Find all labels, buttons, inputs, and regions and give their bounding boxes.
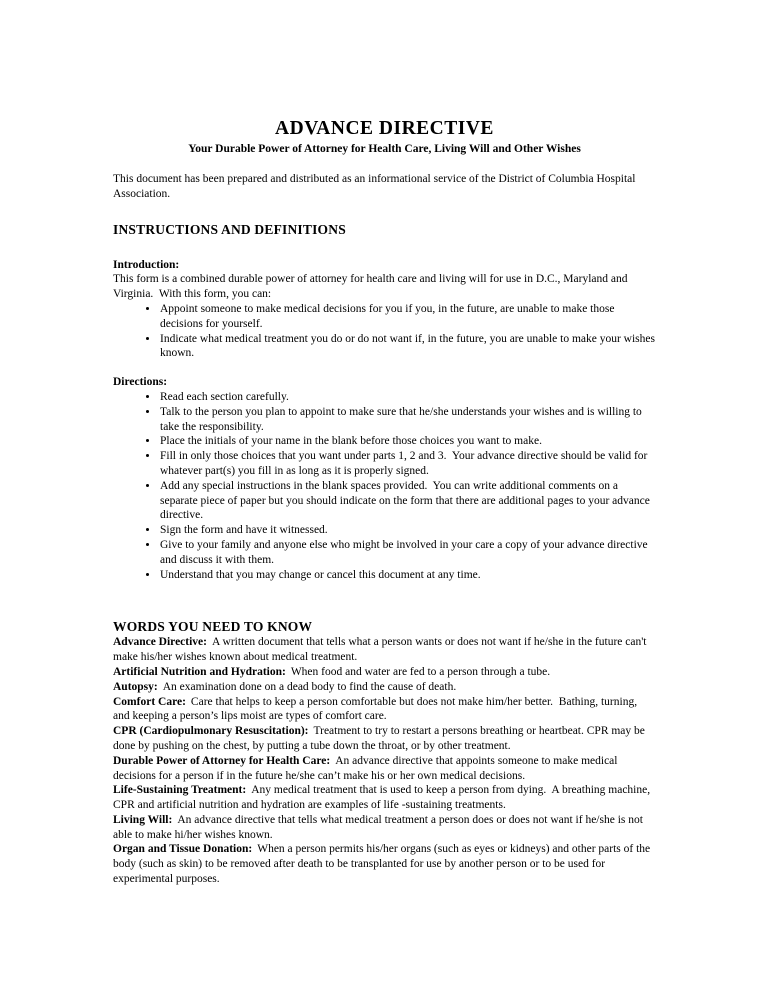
definition-text: An advance directive that tells what medical treatment a person does or does not want if he/she is not able to make hi/her wishes known. [113, 813, 646, 841]
definition-text: Care that helps to keep a person comfortable but does not make him/her better. Bathing, turning, and keeping a person’s lips moist are types of comfort care. [113, 695, 640, 723]
definition-text: A written document that tells what a person wants or does not want if he/she in the future can't make his/her wishes known about medical treatment. [113, 636, 650, 664]
definition-entry [113, 842, 656, 886]
definition-text: Treatment to try to restart a persons breathing or heartbeat. CPR may be done by pushing on the chest, by putting a tube down the throat, or by other treatment. [113, 725, 648, 752]
directions-bullet-list [113, 390, 656, 582]
introduction-bullet-list [113, 302, 656, 361]
definition-entry [113, 680, 656, 695]
definition-entry [113, 695, 656, 725]
list-item: • Fill in only those choices that you want under parts 1, 2 and 3. Your advance directive should be valid for whatever part(s) you fill in as long as it is properly signed. [159, 449, 656, 479]
section-heading-words: WORDS YOU NEED TO KNOW [113, 619, 313, 635]
document-title: ADVANCE DIRECTIVE [275, 118, 494, 139]
introduction-label: Introduction: [113, 258, 180, 271]
definition-text: Any medical treatment that is used to keep a person from dying. A breathing machine, CPR and artificial nutrition and hydration are examples of life -sustaining treatments. [113, 784, 653, 812]
section-heading-instructions: INSTRUCTIONS AND DEFINITIONS [113, 221, 346, 237]
list-item: • Sign the form and have it witnessed. [159, 523, 656, 538]
directions-label: Directions: [113, 376, 168, 389]
introduction-body: This form is a combined durable power of attorney for health care and living will for use in D.C., Maryland and Virginia. With this form, you can: [113, 273, 631, 301]
definition-term: Living Will: [113, 813, 173, 826]
definition-text: When a person permits his/her organs (such as eyes or kidneys) and other parts of the body (such as skin) to be removed after death to be transplanted for use by another person or to be used for experimental purposes. [113, 843, 654, 886]
definition-entry [113, 724, 656, 754]
list-item: • Place the initials of your name in the blank before those choices you want to make. [159, 434, 656, 449]
list-item: • Give to your family and anyone else who might be involved in your care a copy of your advance directive and discuss it with them. [159, 538, 656, 568]
definition-entry [113, 783, 656, 813]
definition-term: Advance Directive: [113, 636, 207, 649]
definition-term: Autopsy: [113, 680, 158, 693]
list-item: • Understand that you may change or cancel this document at any time. [159, 568, 656, 583]
definition-text: When food and water are fed to a person through a tube. [290, 665, 551, 678]
definition-entry [113, 635, 656, 665]
definition-term: Organ and Tissue Donation: [113, 843, 253, 856]
list-item: • Talk to the person you plan to appoint to make sure that he/she understands your wishes and is willing to take the responsibility. [159, 405, 656, 435]
preamble-paragraph: This document has been prepared and distributed as an informational service of the District of Columbia Hospital Association. [113, 173, 638, 200]
definition-term: Artificial Nutrition and Hydration: [113, 665, 286, 678]
definition-term: Durable Power of Attorney for Health Care: [113, 754, 331, 767]
definitions-list [113, 635, 656, 887]
definition-entry [113, 754, 656, 784]
list-item: • Read each section carefully. [159, 390, 656, 405]
definition-term: Life-Sustaining Treatment: [113, 784, 247, 797]
definition-entry [113, 665, 656, 680]
list-item: • Appoint someone to make medical decisions for you if you, in the future, are unable to make those decisions for yourself. [159, 302, 656, 332]
list-item: • Add any special instructions in the blank spaces provided. You can write additional comments on a separate piece of paper but you should indicate on the form that there are additional pages to your advance directive. [159, 479, 656, 523]
definition-text: An advance directive that appoints someone to make medical decisions for a person if in the future he/she can’t make his or her own medical decisions. [113, 754, 621, 782]
definition-entry [113, 813, 656, 843]
document-subtitle: Your Durable Power of Attorney for Health Care, Living Will and Other Wishes [188, 143, 581, 155]
definition-term: CPR (Cardiopulmonary Resuscitation): [113, 725, 309, 738]
list-item: • Indicate what medical treatment you do or do not want if, in the future, you are unable to make your wishes known. [159, 332, 656, 362]
definition-text: An examination done on a dead body to find the cause of death. [162, 680, 457, 693]
definition-term: Comfort Care: [113, 695, 186, 708]
